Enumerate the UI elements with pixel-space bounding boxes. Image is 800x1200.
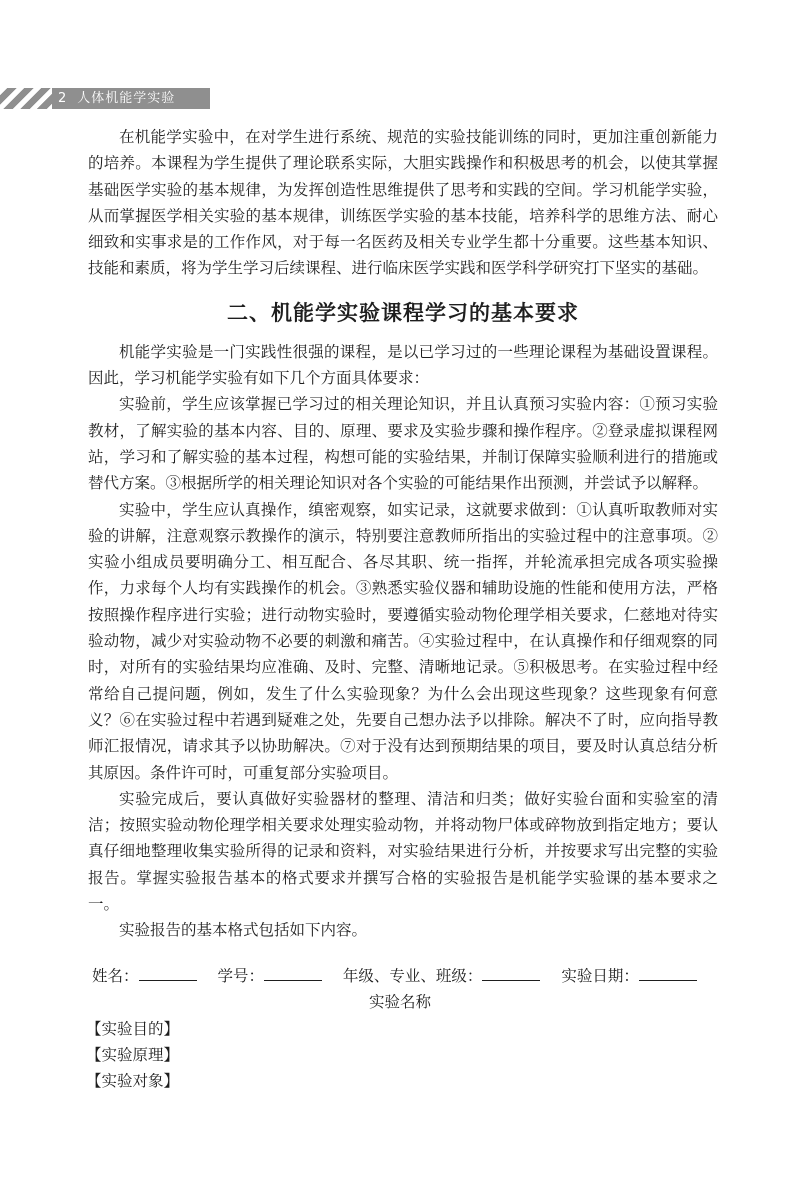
body-text bbox=[88, 124, 718, 944]
report-item-purpose: 【实验目的】 bbox=[86, 1020, 180, 1038]
paragraph: 实验中，学生应认真操作，缜密观察，如实记录，这就要求做到：①认真听取教师对实验的讲解，注意观察示教操作的演示，特别要注意教师所指出的实验过程中的注意事项。②实验小组成员要明确分工、相互配合、各尽其职、统一指挥，并轮流承担完成各项实验操作，力求每个人均有实践操作的机会。③熟悉实验仪器和辅助设施的性能和使用方法，严格按照操作程序进行实验；进行动物实验时，要遵循实验动物伦理学相关要求，仁慈地对待实验动物，减少对实验动物不必要的刺激和痛苦。④实验过程中，在认真操作和仔细观察的同时，对所有的实验结果均应准确、及时、完整、清晰地记录。⑤积极思考。在实验过程中经常给自己提问题，例如，发生了什么实验现象？为什么会出现这些现象？这些现象有何意义？⑥在实验过程中若遇到疑难之处，先要自己想办法予以排除。解决不了时，应向指导教师汇报情况，请求其予以协助解决。⑦对于没有达到预期结果的项目，要及时认真总结分析其原因。条件许可时，可重复部分实验项目。 bbox=[88, 500, 718, 782]
section-title: 二、机能学实验课程学习的基本要求 bbox=[227, 300, 579, 325]
paragraph: 实验完成后，要认真做好实验器材的整理、清洁和归类；做好实验台面和实验室的清洁；按照实验动物伦理学相关要求处理实验动物，并将动物尸体或碎物放到指定地方；要认真仔细地整理收集实验所得的记录和资料，对实验结果进行分析，并按要求写出完整的实验报告。掌握实验报告基本的格式要求并撰写合格的实验报告是机能学实验课的基本要求之一。 bbox=[88, 789, 718, 914]
student-id-blank bbox=[264, 966, 322, 981]
date-field: 实验日期： bbox=[561, 967, 697, 985]
paragraph: 实验报告的基本格式包括如下内容。 bbox=[119, 921, 368, 940]
paragraph-intro: 在机能学实验中，在对学生进行系统、规范的实验技能训练的同时，更加注重创新能力的培养。本课程为学生提供了理论联系实际，大胆实践操作和积极思考的机会，以使其掌握基础医学实验的基本规律，为发挥创造性思维提供了思考和实践的空间。学习机能学实验，从而掌握医学相关实验的基本规律，训练医学实验的基本技能，培养科学的思维方法、耐心细致和实事求是的工作作风，对于每一名医药及相关专业学生都十分重要。这些基本知识、技能和素质，将为学生学习后续课程、进行临床医学实践和医学科学研究打下坚实的基础。 bbox=[88, 128, 718, 278]
report-item-subject: 【实验对象】 bbox=[86, 1072, 180, 1090]
running-title: 人体机能学实验 bbox=[77, 91, 176, 106]
paragraph: 实验前，学生应该掌握已学习过的相关理论知识，并且认真预习实验内容：①预习实验教材，了解实验的基本内容、目的、原理、要求及实验步骤和操作程序。②登录虚拟课程网站，学习和了解实验的基本过程，构想可能的实验结果，并制订保障实验顺利进行的措施或替代方案。③根据所学的相关理论知识对各个实验的可能结果作出预测，并尝试予以解释。 bbox=[88, 395, 718, 493]
date-blank bbox=[639, 966, 697, 981]
page-number: 2 bbox=[58, 91, 68, 106]
report-item-list bbox=[86, 1016, 179, 1094]
running-header bbox=[58, 88, 185, 109]
class-field: 年级、专业、班级： bbox=[343, 967, 541, 985]
name-field: 姓名： bbox=[92, 967, 197, 985]
experiment-name-heading: 实验名称 bbox=[368, 993, 431, 1011]
paragraph: 机能学实验是一门实践性很强的课程，是以已学习过的一些理论课程为基础设置课程。因此，学习机能学实验有如下几个方面具体要求： bbox=[88, 342, 718, 388]
report-form-fields bbox=[92, 964, 692, 986]
name-blank bbox=[139, 966, 197, 981]
header-stripe-decoration bbox=[0, 88, 52, 109]
report-item-principle: 【实验原理】 bbox=[86, 1046, 180, 1064]
class-blank bbox=[482, 966, 540, 981]
student-id-field: 学号： bbox=[217, 967, 322, 985]
